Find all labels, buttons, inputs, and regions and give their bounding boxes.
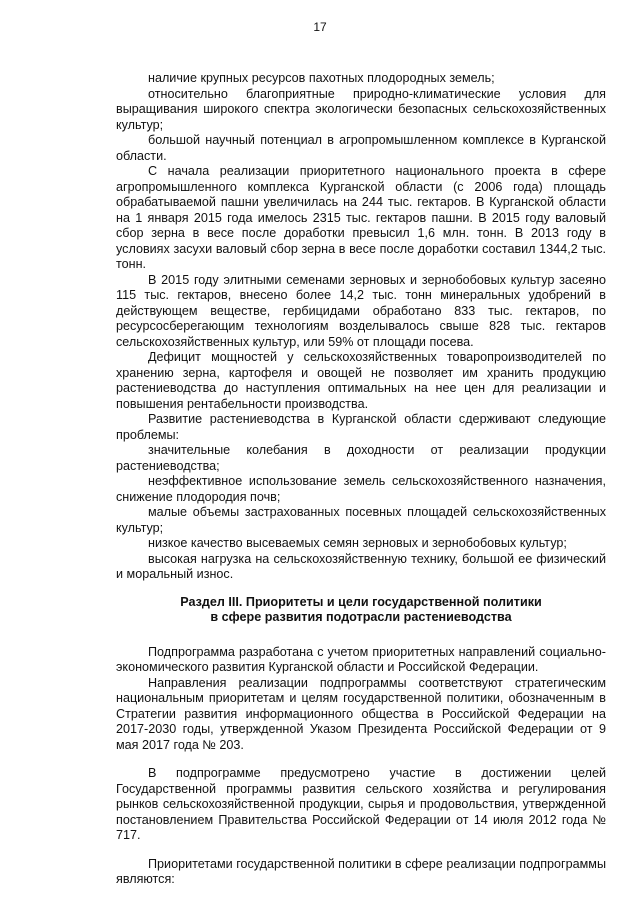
section-heading-line-1: Раздел III. Приоритеты и цели государственной политики bbox=[180, 594, 542, 609]
paragraph: наличие крупных ресурсов пахотных плодородных земель; bbox=[148, 71, 495, 85]
paragraph: С начала реализации приоритетного национального проекта в сфере агропромышленного комплекса Курганской области (с 2006 года) площадь обрабатываемой пашни увеличилась на 244 тыс. гектаров. В Курганской области на 1 января 2015 года имелось 2315 тыс. гектаров пашни. В 2015 году валовый сбор зерна в весе после доработки превысил 1,6 млн. тонн. В 2013 году в условиях засухи валовый сбор зерна в весе после доработки составил 1344,2 тыс. тонн. bbox=[116, 164, 606, 271]
paragraph: Приоритетами государственной политики в сфере реализации подпрограммы являются: bbox=[116, 856, 606, 886]
paragraph: большой научный потенциал в агропромышленном комплексе в Курганской области. bbox=[116, 133, 606, 163]
section-heading bbox=[116, 595, 606, 626]
paragraph: малые объемы застрахованных посевных площадей сельскохозяйственных культур; bbox=[116, 505, 606, 535]
paragraph: В 2015 году элитными семенами зерновых и зернобобовых культур засеяно 115 тыс. гектаров, внесено более 14,2 тыс. тонн минеральных удобрений в действующем веществе, гербицидами обработано 833 тыс. гектаров, по ресурсосберегающим технологиям возделывалось свыше 828 тыс. гектаров сельскохозяйственных культур, или 59% от площади посева. bbox=[116, 272, 606, 349]
paragraph: Развитие растениеводства в Курганской области сдерживают следующие проблемы: bbox=[116, 412, 606, 442]
paragraph: Дефицит мощностей у сельскохозяйственных товаропроизводителей по хранению зерна, картофеля и овощей не позволяет им хранить продукцию растениеводства до наступления оптимальных на нее цен для реализации и повышения рентабельности производства. bbox=[116, 350, 606, 411]
paragraph: высокая нагрузка на сельскохозяйственную технику, большой ее физический и моральный износ. bbox=[116, 551, 606, 581]
page-number: 17 bbox=[313, 20, 327, 34]
paragraph: Подпрограмма разработана с учетом приоритетных направлений социально-экономического развития Курганской области и Российской Федерации. bbox=[116, 644, 606, 674]
document-body bbox=[116, 71, 606, 888]
section-heading-line-2: в сфере развития подотрасли растениеводства bbox=[210, 610, 512, 624]
paragraph: В подпрограмме предусмотрено участие в достижении целей Государственной программы развития сельского хозяйства и регулирования рынков сельскохозяйственной продукции, сырья и продовольствия, утвержденной постановлением Правительства Российской Федерации от 14 июля 2012 года № 717. bbox=[116, 766, 606, 842]
paragraph: относительно благоприятные природно-климатические условия для выращивания широкого спектра экологически безопасных сельскохозяйственных культур; bbox=[116, 86, 606, 132]
paragraph: значительные колебания в доходности от реализации продукции растениеводства; bbox=[116, 443, 606, 473]
paragraph: Направления реализации подпрограммы соответствуют стратегическим национальным приоритетам и целям государственной политики, обозначенным в Стратегии развития информационного общества в Российской Федерации на 2017-2030 годы, утвержденной Указом Президента Российской Федерации от 9 мая 2017 года № 203. bbox=[116, 675, 606, 752]
paragraph: неэффективное использование земель сельскохозяйственного назначения, снижение плодородия почв; bbox=[116, 474, 606, 504]
paragraph: низкое качество высеваемых семян зерновых и зернобобовых культур; bbox=[148, 536, 567, 550]
